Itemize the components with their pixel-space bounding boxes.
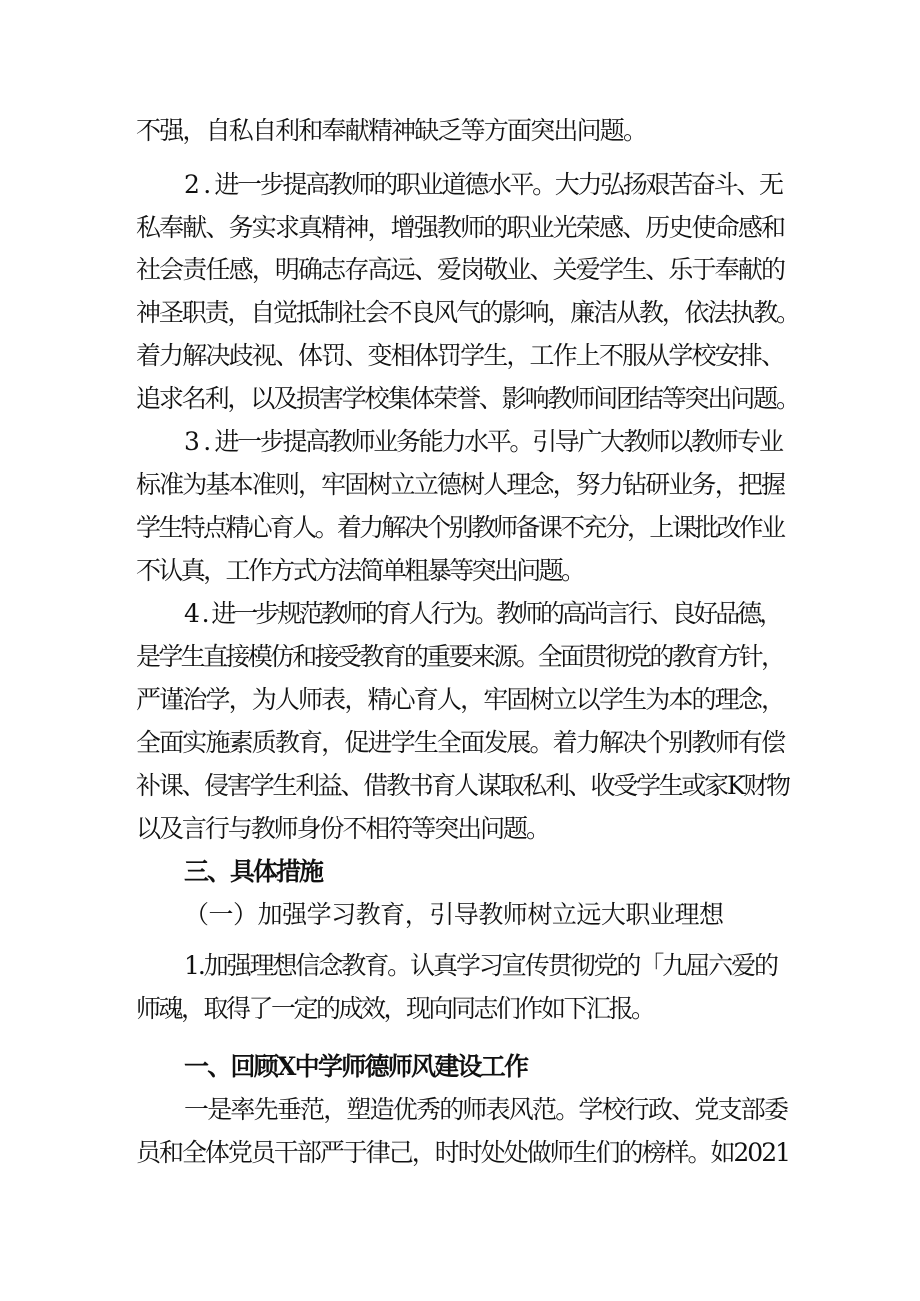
text-line-13: 是学生直接模仿和接受教育的重要来源。全面贯彻党的教育方针， [136,642,784,671]
text-line-7: 追求名利，以及损害学校集体荣誉、影响教师间团结等突出问题。 [136,384,799,413]
text-line-10: 学生特点精心育人。着力解决个别教师备课不充分，上课批改作业 [136,513,784,542]
section-heading-review: 一、回顾X中学师德师风建设工作 [184,1052,528,1081]
text-line-20: 1.加强理想信念教育。认真学习宣传贯彻党的「九屈六爱的 [184,951,777,980]
text-line-16: 补课、侵害学生利益、借教书育人谋取私利、收受学生或家K财物 [136,771,789,800]
text-line-5: 神圣职责，自觉抵制社会不良风气的影响，廉洁从教，依法执教。 [136,298,799,327]
text-line-23: 一是率先垂范，塑造优秀的师表风范。学校行政、党支部委 [184,1095,788,1124]
text-line-1: 不强，自私自利和奉献精神缺乏等方面突出问题。 [136,116,647,145]
section-heading: 三、具体措施 [184,857,322,886]
text-line-14: 严谨治学，为人师表，精心育人，牢固树立以学生为本的理念， [136,685,785,714]
text-line-6: 着力解决歧视、体罚、变相体罚学生，工作上不服从学校安排、 [136,341,785,370]
text-line-24: 员和全体党员干部严于律己，时时处处做师生们的榜样。如2021 [136,1138,789,1167]
text-line-2: 2 . 进一步提高教师的职业道德水平。大力弘扬艰苦奋斗、无 [184,170,782,199]
text-line-15: 全面实施素质教育，促进学生全面发展。着力解决个别教师有偿 [136,728,785,757]
text-line-3: 私奉献、务实求真精神，增强教师的职业光荣感、历史使命感和 [136,213,785,242]
text-line-8: 3 . 进一步提高教师业务能力水平。引导广大教师以教师专业 [184,427,782,456]
text-line-12: 4 . 进一步规范教师的育人行为。教师的高尚言行、良好品德， [184,599,781,628]
text-line-4: 社会责任感，明确志存高远、爱岗敬业、关爱学生、乐于奉献的 [136,255,785,284]
text-line-11: 不认真，工作方式方法简单粗暴等突出问题。 [136,556,584,585]
text-line-17: 以及言行与教师身份不相符等突出问题。 [136,814,549,843]
subsection-heading: （一）加强学习教育，引导教师树立远大职业理想 [184,900,724,929]
text-line-9: 标准为基本准则，牢固树立立德树人理念，努力钻研业务，把握 [136,470,785,499]
text-line-21: 师魂，取得了一定的成效，现向同志们作如下汇报。 [136,994,654,1023]
